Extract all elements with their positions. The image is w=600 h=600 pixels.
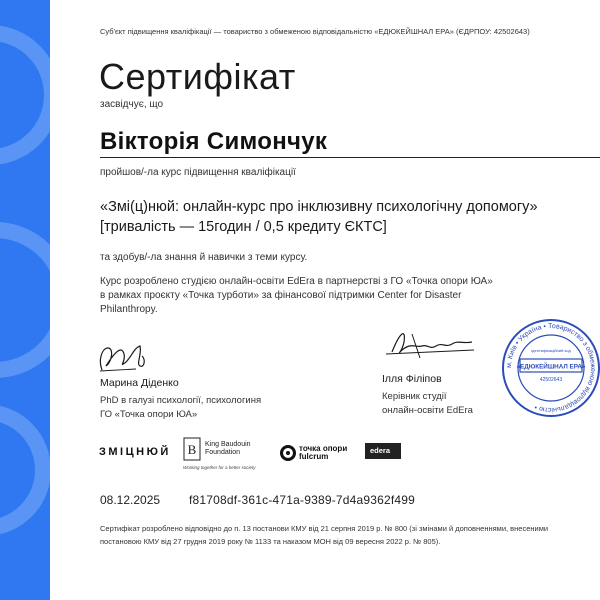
tochka-line: fulcrum	[299, 452, 329, 461]
signatory-2-name: Ілля Філіпов	[382, 373, 442, 385]
band-pattern	[0, 0, 50, 600]
signature-2	[382, 322, 478, 366]
signatory-1-name: Марина Діденко	[100, 377, 179, 389]
development-line: Курс розроблено студією онлайн-освіти EdEra в партнерстві з ГО «Точка опори ЮА»	[100, 276, 493, 287]
left-decorative-band	[0, 0, 50, 600]
legal-note	[100, 522, 600, 548]
certificate-id: f81708df-361c-471a-9389-7d4a9362f499	[189, 493, 416, 507]
certifies-text: засвідчує, що	[100, 99, 164, 110]
completed-text: пройшов/-ла курс підвищення кваліфікації	[100, 167, 296, 178]
subject-line: Суб'єкт підвищення кваліфікації — товариство з обмеженою відповідальністю «ЕДЮКЕЙШНАЛ ЕРА» (ЄДРПОУ: 42502643)	[100, 27, 530, 36]
zminyuy-logo: ЗМІЦНЮЙ	[99, 446, 171, 458]
stamp-outer-text: м. Київ • Україна • Товариство з обмеженою відповідальністю •	[505, 322, 597, 414]
course-duration: [тривалість — 15годин / 0,5 кредиту ЄКТС]	[100, 219, 387, 235]
name-underline	[100, 157, 600, 158]
company-stamp	[501, 318, 600, 418]
kb-line: Foundation	[205, 449, 241, 456]
tochka-opory-logo-text	[299, 445, 347, 461]
legal-line: Сертифікат розроблено відповідно до п. 13 постанови КМУ від 21 серпня 2019 р. № 800 (зі змінами й доповненнями, внесеними	[100, 524, 549, 533]
legal-line: постановою КМУ від 27 грудня 2019 року № 1133 та наказом МОН від 09 вересня 2022 р. № 805).	[100, 537, 441, 546]
edera-logo	[365, 443, 401, 459]
tochka-line: точка опори	[299, 444, 348, 453]
stamp-code: 42502643	[539, 377, 563, 383]
course-title: «Змі(ц)нюй: онлайн-курс про інклюзивну психологічну допомогу»	[100, 199, 538, 215]
gained-text: та здобув/-ла знання й навички з теми курсу.	[100, 252, 308, 263]
development-line: в рамках проєкту «Точка турботи» за фінансової підтримки Center for Disaster	[100, 290, 462, 301]
king-baudouin-logo-icon	[183, 437, 201, 463]
king-baudouin-tagline: Working together for a better society	[183, 465, 256, 470]
tochka-opory-logo-icon	[278, 443, 298, 463]
stamp-center-name: «ЕДЮКЕЙШНАЛ ЕРА»	[516, 363, 586, 371]
signatory-2-role: Керівник студії	[382, 391, 447, 402]
signatory-1-role: PhD в галузі психології, психологиня	[100, 395, 262, 406]
signature-1	[96, 340, 156, 376]
development-line: Philanthropy.	[100, 304, 158, 315]
king-baudouin-logo-text	[205, 441, 275, 457]
edera-logo-text: edera	[370, 446, 391, 455]
svg-text:B: B	[187, 442, 197, 457]
stamp-code-label: ідентифікаційний код	[531, 348, 571, 353]
recipient-name: Вікторія Симончук	[100, 128, 328, 155]
kb-line: King Baudouin	[205, 441, 251, 448]
development-note	[100, 275, 600, 317]
signatory-1-org: ГО «Точка опори ЮА»	[100, 409, 198, 420]
signatory-2-org: онлайн-освіти EdEra	[382, 405, 473, 416]
issue-date: 08.12.2025	[100, 493, 161, 507]
certificate-title: Сертифікат	[99, 56, 296, 97]
